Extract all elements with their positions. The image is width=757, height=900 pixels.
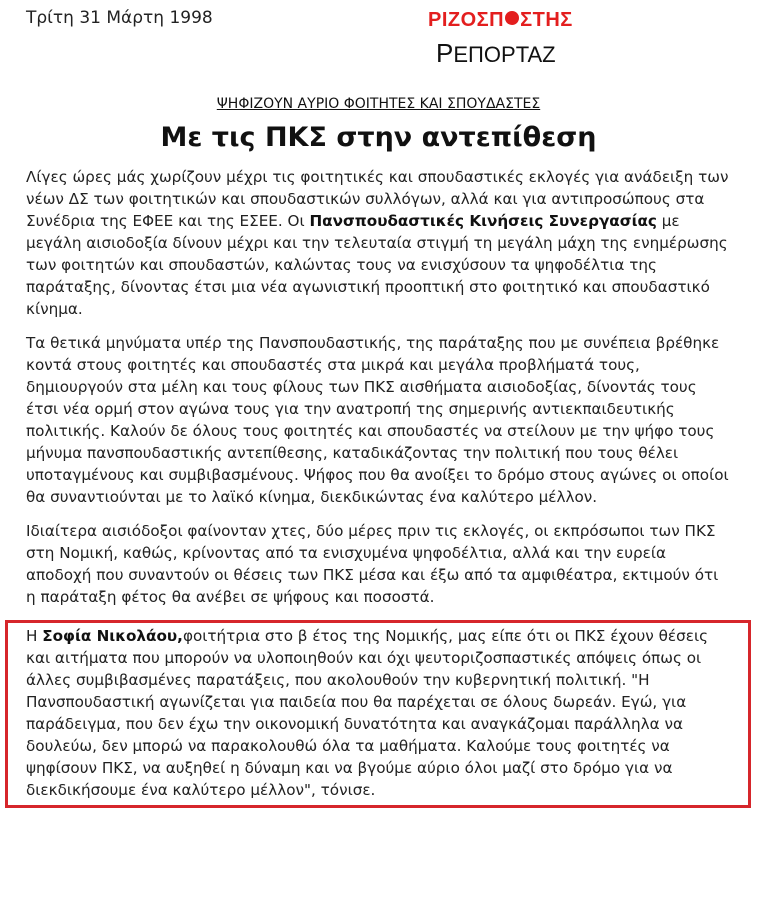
paragraph-1-bold: Πανσπουδαστικές Κινήσεις Συνεργασίας [309, 212, 657, 230]
paragraph-4-end: φοιτήτρια στο β έτος της Νομικής, μας είπε ότι οι ΠΚΣ έχουν θέσεις και αιτήματα που μπορούν να υλοποιηθούν και όχι ψευτοριζοσπαστικές απόψεις όπως οι άλλες συμβιβασμένες παρατάξεις, που ακολουθούν την κυβερνητική πολιτική. "Η Πανσπουδαστική αγωνίζεται για παιδεία που θα παρέχεται σε όλους δωρεάν. Εγώ, για παράδειγμα, που δεν έχω την οικονομική δυνατότητα και αναγκάζομαι παράλληλα να δουλεύω, δεν μπορώ να παρακολουθώ όλα τα μαθήματα. Καλούμε τους φοιτητές να ψηφίσουν ΠΚΣ, να αυξηθεί η δύναμη και να βγούμε αύριο όλοι μαζί στο δρόμο για να διεκδικήσουμε ένα καλύτερο μέλλον", τόνισε. [26, 627, 708, 799]
highlighted-quote-box [5, 620, 751, 808]
paragraph-4-bold: Σοφία Νικολάου, [42, 627, 183, 645]
logo-text-start: ΡΙΖΟΣΠ [428, 9, 505, 31]
article-headline: Με τις ΠΚΣ στην αντεπίθεση [160, 122, 597, 153]
article-body [26, 166, 732, 808]
paragraph-1-start: Λίγες ώρες μάς χωρίζουν μέχρι τις φοιτητικές και σπουδαστικές εκλογές για ανάδειξη των νέων ΔΣ των φοιτητικών και σπουδαστικών συλλόγων, αλλά και για αντιπροσώπους στα Συνέδρια της ΕΦΕΕ και της ΕΣΕΕ. Οι [26, 168, 729, 230]
section-title [436, 38, 556, 69]
paragraph-1 [26, 166, 732, 320]
publication-date: Τρίτη 31 Μάρτη 1998 [26, 8, 213, 28]
section-title-initial: Ρ [436, 38, 454, 68]
logo-text-end: ΣΤΗΣ [520, 9, 573, 31]
section-title-rest: ΕΠΟΡΤΑΖ [453, 42, 556, 67]
paragraph-2: Τα θετικά μηνύματα υπέρ της Πανσπουδαστικής, της παράταξης που με συνέπεια βρέθηκε κοντά στους φοιτητές και σπουδαστές στα μικρά και μεγάλα προβλήματά τους, δημιουργούν στα μέλη και τους φίλους των ΠΚΣ αισθήματα αισιοδοξίας, δίνοντάς τους έτσι νέα ορμή στον αγώνα τους για την ανατροπή της σημερινής αντιεκπαιδευτικής πολιτικής. Καλούν δε όλους τους φοιτητές και σπουδαστές να στείλουν με την ψήφο τους μήνυμα πανσπουδαστικής αντεπίθεσης, καταδικάζοντας την πολιτική που τους θέλει υποταγμένους και συμβιβασμένους. Ψήφος που θα ανοίξει το δρόμο στους αγώνες οι οποίοι θα συναντιούνται με το λαϊκό κίνημα, διεκδικώντας ένα καλύτερο μέλλον. [26, 334, 729, 506]
newspaper-logo [428, 9, 573, 32]
paragraph-1-end: με μεγάλη αισιοδοξία δίνουν μέχρι και την τελευταία στιγμή τη μεγάλη μάχη της ενημέρωσης των φοιτητών και σπουδαστών, καλώντας τους να ενισχύσουν τα ψηφοδέλτια της παράταξης, δίνοντας έτσι μια νέα αγωνιστική προοπτική στο φοιτητικό και σπουδαστικό κίνημα. [26, 212, 728, 318]
paragraph-4-start: Η [26, 627, 43, 645]
article-kicker: ΨΗΦΙΖΟΥΝ ΑΥΡΙΟ ΦΟΙΤΗΤΕΣ ΚΑΙ ΣΠΟΥΔΑΣΤΕΣ [216, 96, 541, 112]
paragraph-3: Ιδιαίτερα αισιόδοξοι φαίνονταν χτες, δύο μέρες πριν τις εκλογές, οι εκπρόσωποι των ΠΚΣ στη Νομική, καθώς, κρίνοντας από τα ενισχυμένα ψηφοδέλτια, αλλά και την ευρεία αποδοχή που συναντούν οι θέσεις των ΠΚΣ μέσα και έξω από τα αμφιθέατρα, εκτιμούν ότι η παράταξη φέτος θα ανέβει σε ψήφους και ποσοστά. [26, 522, 719, 606]
paragraph-4 [26, 625, 732, 801]
logo-star-icon [505, 11, 519, 25]
